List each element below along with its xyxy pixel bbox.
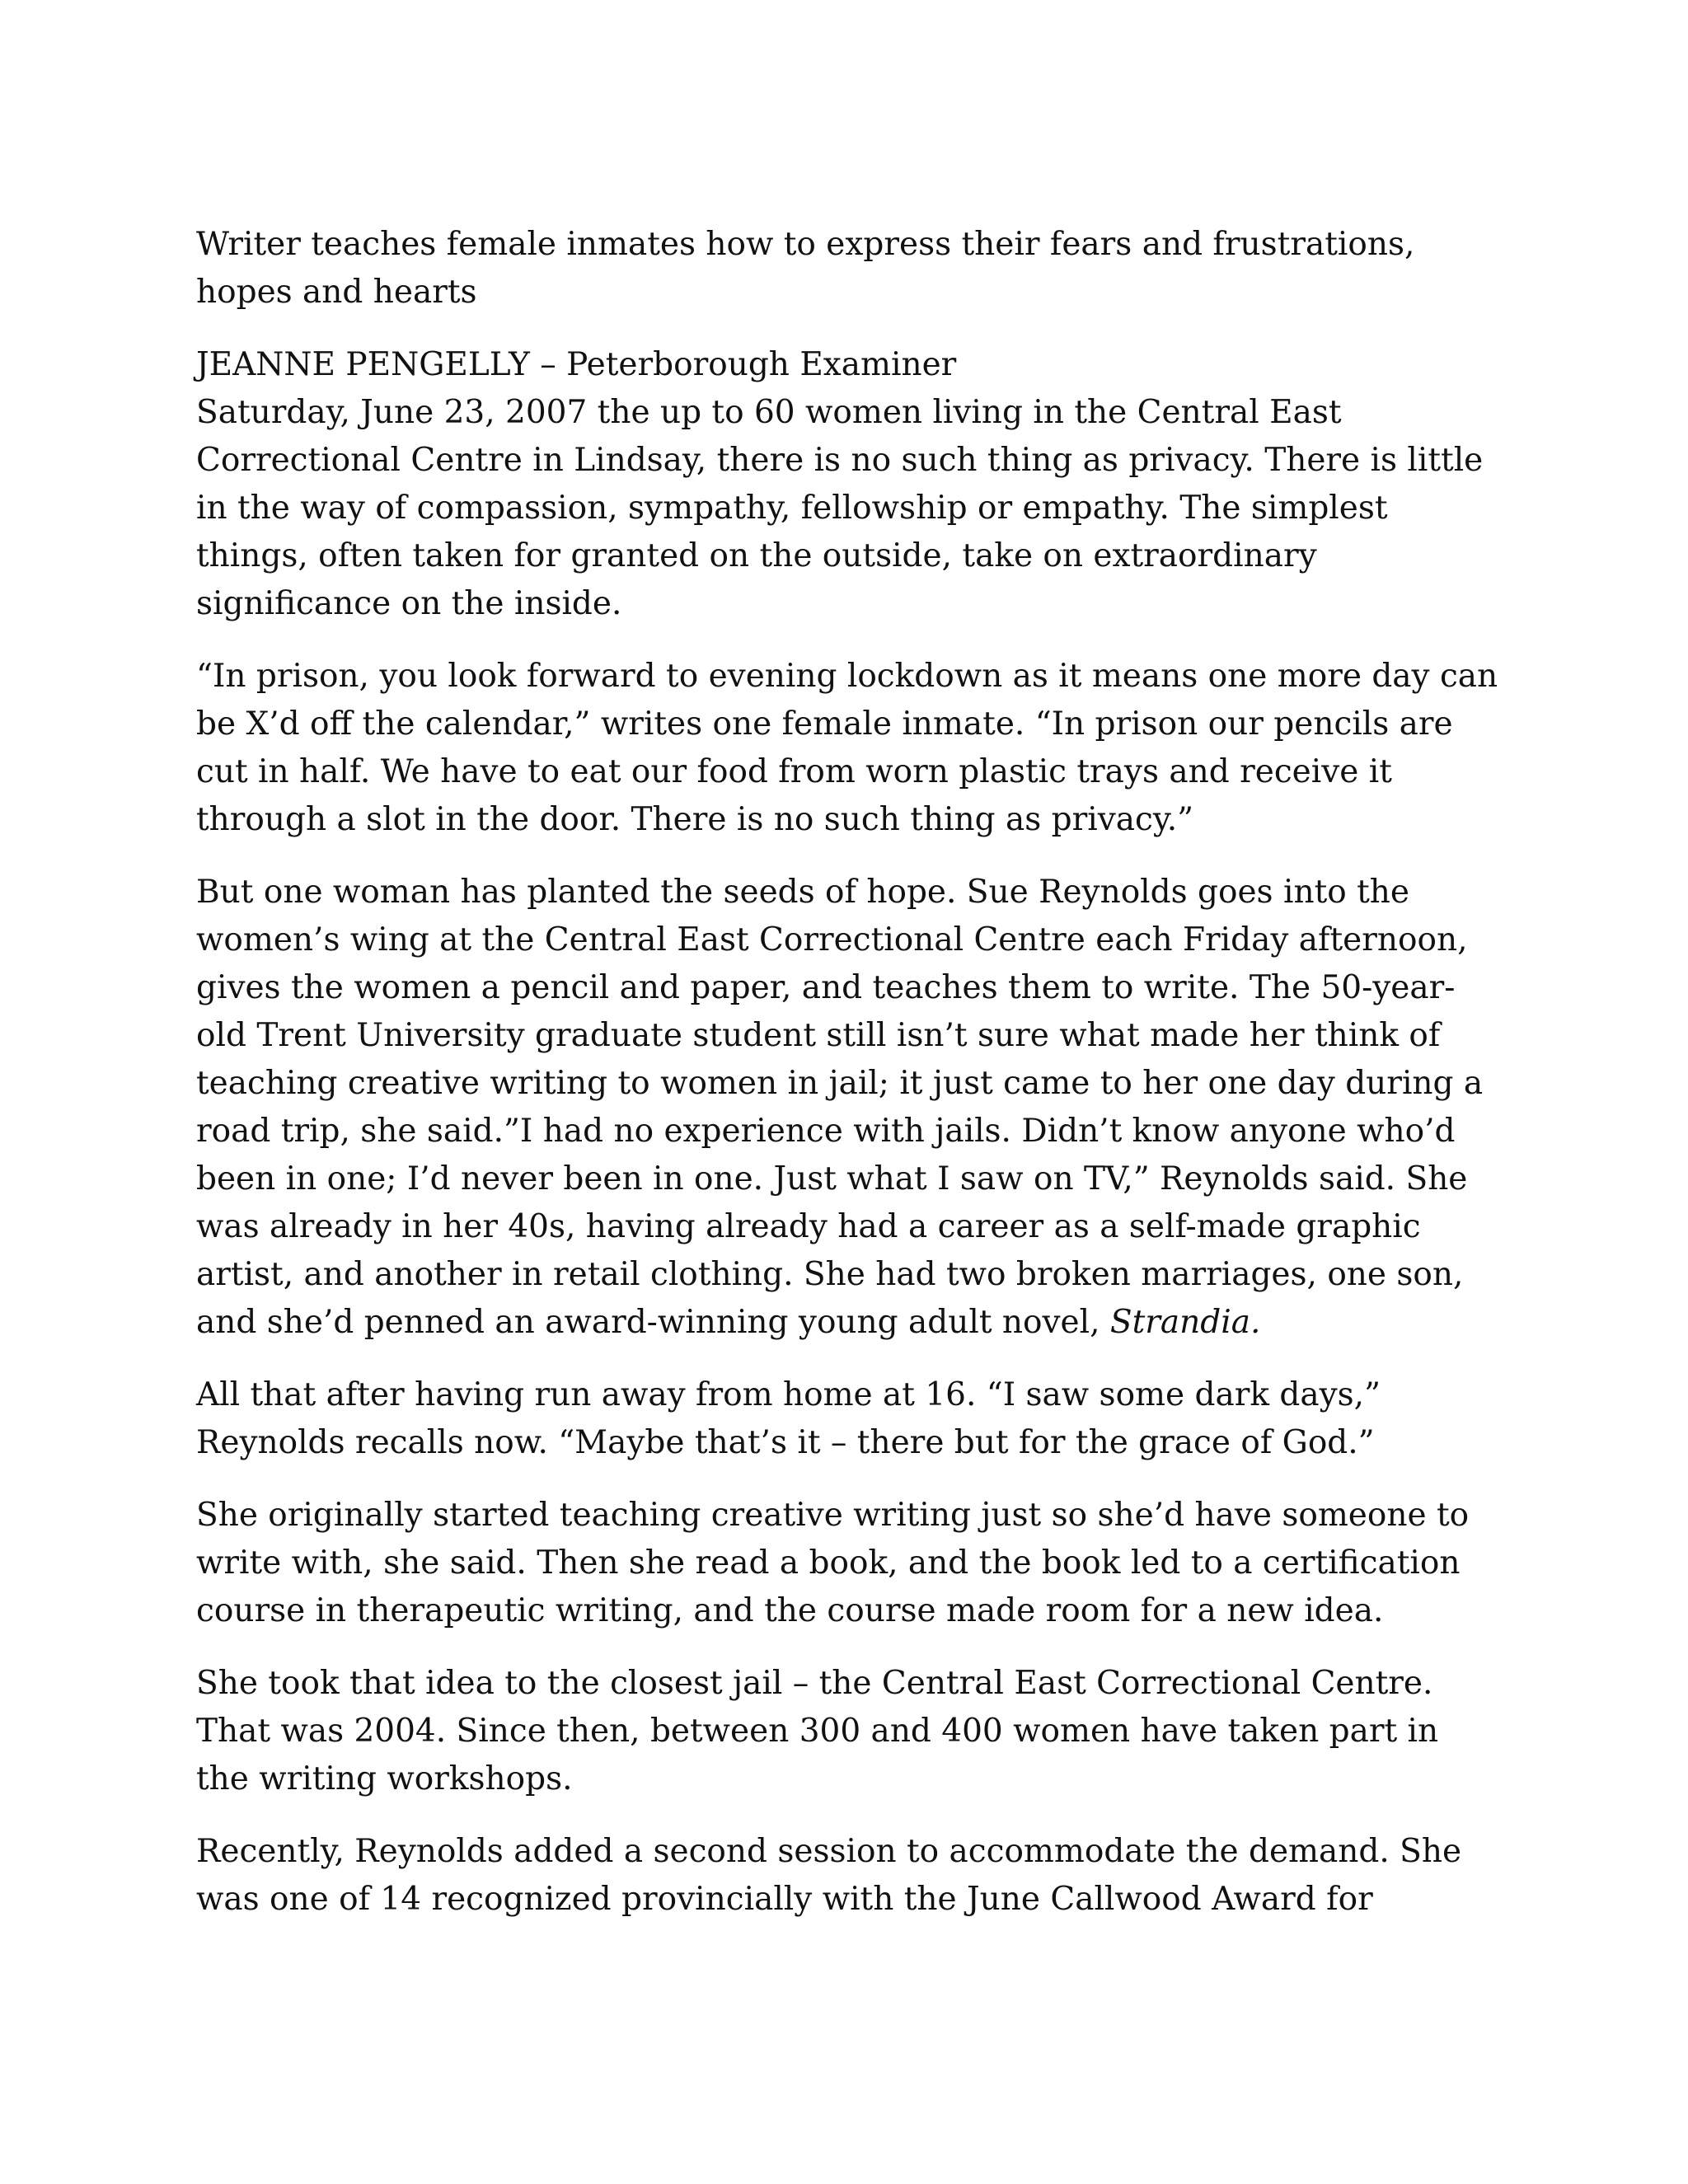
paragraph-7: Recently, Reynolds added a second session to accommodate the demand. She was one of 14 recognized provincially with the June Callwood Award for	[196, 1833, 1462, 1918]
paragraph-1: Saturday, June 23, 2007 the up to 60 women living in the Central East Correctional Centre in Lindsay, there is no such thing as privacy. There is little in the way of compassion, sympathy, fellowship or empathy. The simplest things, often taken for granted on the outside, take on extraordinary significance on the inside.	[196, 394, 1484, 622]
paragraph-5: She originally started teaching creative writing just so she’d have someone to write with, she said. Then she read a book, and the book led to a certification course in therapeutic writing, and the course made room for a new idea.	[196, 1497, 1470, 1629]
paragraph-2: “In prison, you look forward to evening lockdown as it means one more day can be X’d off the calendar,” writes one female inmate. “In prison our pencils are cut in half. We have to eat our food from worn plastic trays and receive it through a slot in the door. There is no such thing as privacy.”	[196, 658, 1498, 838]
paragraph-3	[196, 869, 1498, 1347]
paragraph-3-text: But one woman has planted the seeds of hope. Sue Reynolds goes into the women’s wing at the Central East Correctional Centre each Friday afternoon, gives the women a pencil and paper, and teaches them to write. The 50-year-old Trent University graduate student still isn’t sure what made her think of teaching creative writing to women in jail; it just came to her one day during a road trip, she said.”I had no experience with jails. Didn’t know anyone who’d been in one; I’d never been in one. Just what I saw on TV,” Reynolds said. She was already in her 40s, having already had a career as a self-made graphic artist, and another in retail clothing. She had two broken marriages, one son, and she’d penned an award-winning young adult novel,	[196, 874, 1484, 1341]
article	[196, 221, 1498, 1948]
paragraph-6: She took that idea to the closest jail – the Central East Correctional Centre. That was 2004. Since then, between 300 and 400 women have taken part in the writing workshops.	[196, 1665, 1439, 1797]
headline: Writer teaches female inmates how to express their fears and frustrations, hopes and hearts	[196, 226, 1415, 311]
novel-title: Strandia.	[1109, 1304, 1261, 1341]
byline: JEANNE PENGELLY – Peterborough Examiner	[196, 346, 957, 383]
paragraph-4: All that after having run away from home at 16. “I saw some dark days,” Reynolds recalls now. “Maybe that’s it – there but for the grace of God.”	[196, 1376, 1381, 1461]
